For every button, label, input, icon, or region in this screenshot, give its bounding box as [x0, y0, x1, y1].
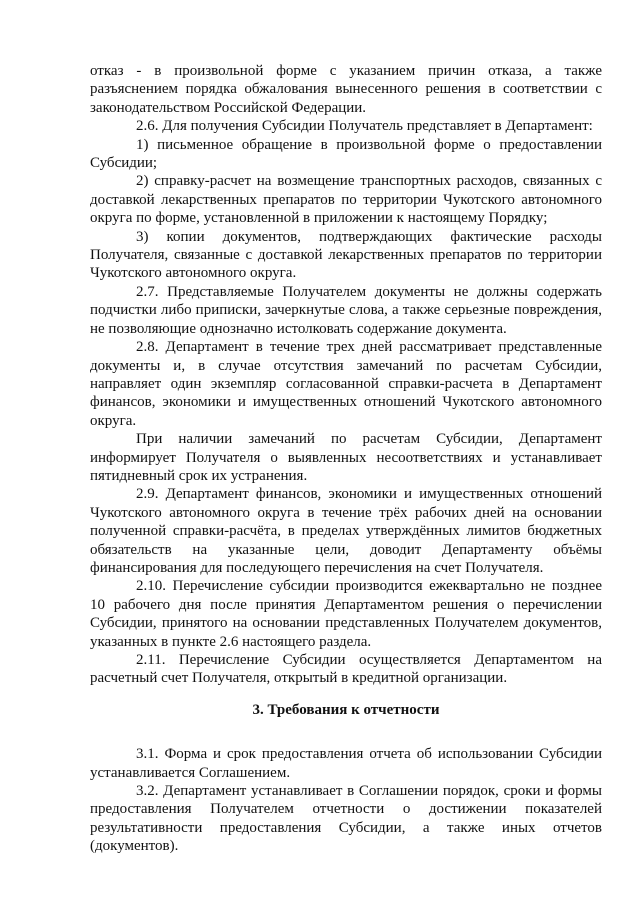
- paragraph-2-6-item-1: 1) письменное обращение в произвольной форме о предоставлении Субсидии;: [90, 136, 602, 172]
- paragraph-2-6-item-3: 3) копии документов, подтверждающих фактические расходы Получателя, связанные с доставкой лекарственных препаратов по территории Чукотского автономного округа.: [90, 228, 602, 282]
- paragraph-2-7: 2.7. Представляемые Получателем документы не должны содержать подчистки либо приписки, зачеркнутые слова, а также серьезные повреждения, не позволяющие однозначно истолковать содержание документа.: [90, 283, 602, 337]
- paragraph-3-2: 3.2. Департамент устанавливает в Соглашении порядок, сроки и формы предоставления Получателем отчетности о достижении показателей результативности предоставления Субсидии, а также иных отчетов (документов).: [90, 783, 602, 855]
- paragraph-2-6-item-2: 2) справку-расчет на возмещение транспортных расходов, связанных с доставкой лекарственных препаратов по территории Чукотского автономного округа по форме, установленной в приложении к настоящему Порядку;: [90, 173, 602, 227]
- paragraph-2-8-remarks: При наличии замечаний по расчетам Субсидии, Департамент информирует Получателя о выявленных несоответствиях и устанавливает пятидневный срок их устранения.: [90, 431, 602, 484]
- paragraph-3-1: 3.1. Форма и срок предоставления отчета об использовании Субсидии устанавливается Соглашением.: [90, 746, 602, 781]
- paragraph-2-8: 2.8. Департамент в течение трех дней рассматривает представленные документы и, в случае отсутствия замечаний по расчетам Субсидии, направляет один экземпляр согласованной справки-расчета в Департамент финансов, экономики и имущественных отношений Чукотского автономного округа.: [90, 339, 602, 429]
- paragraph-2-10: 2.10. Перечисление субсидии производится ежеквартально не позднее 10 рабочего дня после принятия Департаментом решения о перечислении Субсидии, принятого на основании представленных Получателем документов, указанных в пункте 2.6 настоящего раздела.: [90, 578, 602, 650]
- paragraph-refusal-continuation: отказ - в произвольной форме с указанием причин отказа, а также разъяснением порядка обжалования вынесенного решения в соответствии с законодательством Российской Федерации.: [90, 63, 602, 116]
- paragraph-2-11: 2.11. Перечисление Субсидии осуществляется Департаментом на расчетный счет Получателя, открытый в кредитной организации.: [90, 652, 602, 687]
- paragraph-2-9: 2.9. Департамент финансов, экономики и имущественных отношений Чукотского автономного округа в течение трёх рабочих дней на основании полученной справки-расчёта, в пределах утверждённых лимитов бюджетных обязательств на указанные цели, доводит Департаменту объёмы финансирования для последующего перечисления на счет Получателя.: [90, 486, 602, 576]
- document-page: [90, 62, 602, 856]
- paragraph-2-6: 2.6. Для получения Субсидии Получатель представляет в Департамент:: [136, 118, 593, 135]
- section-heading: 3. Требования к отчетности: [252, 701, 440, 718]
